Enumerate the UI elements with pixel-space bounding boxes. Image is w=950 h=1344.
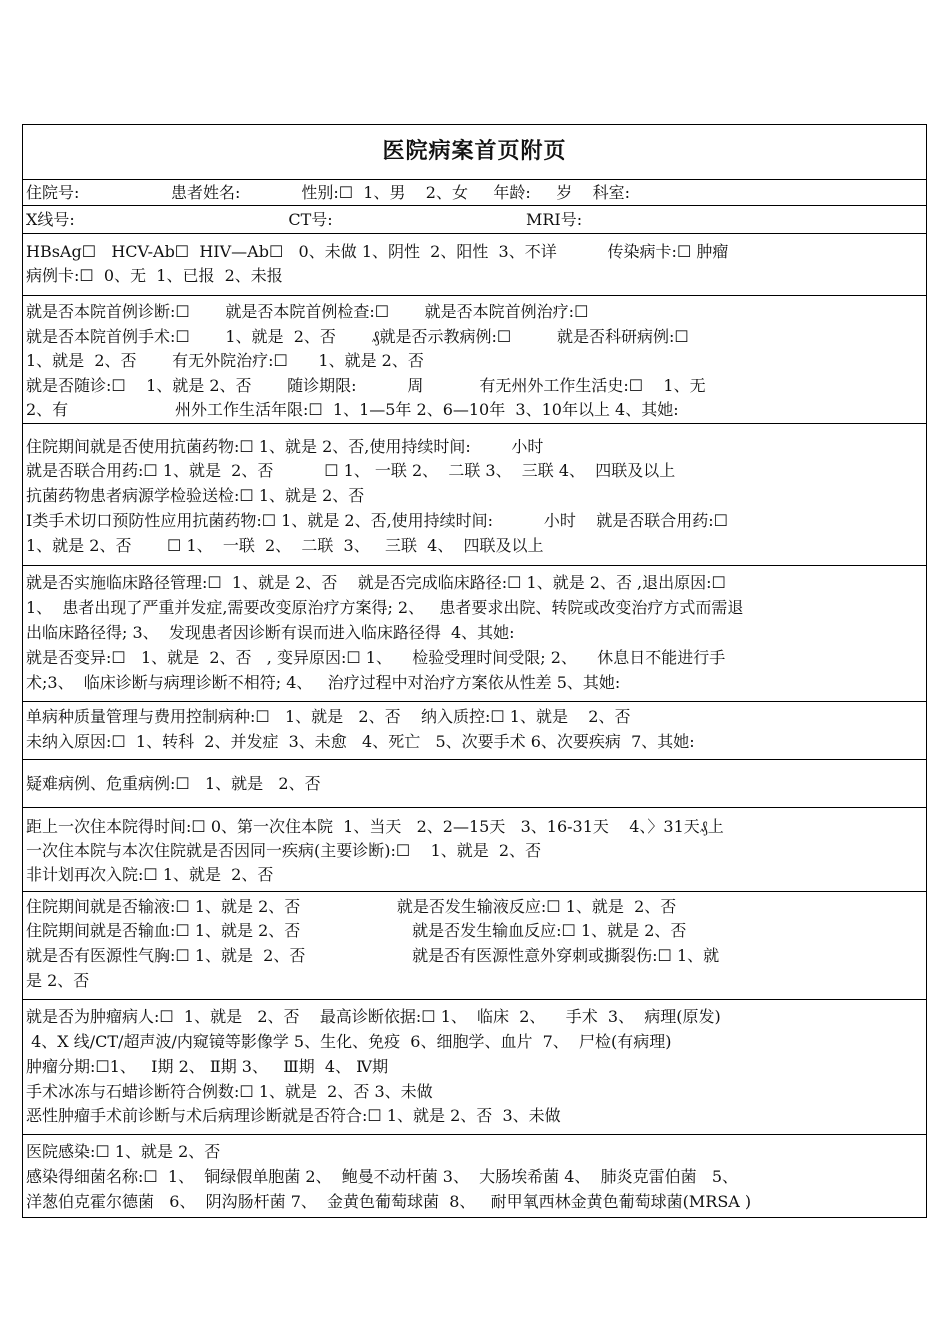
first-case-line-4: 就是否随诊:☐ 1、就是 2、否 随诊期限: 周 有无州外工作生活史:☐ 1、无 — [26, 376, 706, 395]
readmission-section — [23, 808, 926, 892]
first-case-line-5: 2、有 州外工作生活年限:☐ 1、1—5年 2、6—10年 3、10年以上 4、其她: — [26, 400, 679, 419]
readmission-line-2: 一次住本院与本次住院就是否因同一疾病(主要诊断):☐ 1、就是 2、否 — [26, 841, 542, 860]
patient-info-row — [23, 180, 926, 206]
nosocomial-line-1: 医院感染:☐ 1、就是 2、否 — [26, 1142, 221, 1161]
single-disease-section — [23, 702, 926, 760]
clinical-path-line-1: 就是否实施临床路径管理:☐ 1、就是 2、否 就是否完成临床路径:☐ 1、就是 2、否 ,退出原因:☐ — [26, 573, 726, 592]
medical-record-form — [22, 124, 927, 1218]
antibiotics-line-4: I类手术切口预防性应用抗菌药物:☐ 1、就是 2、否,使用持续时间: 小时 就是否联合用药:☐ — [26, 511, 729, 530]
nosocomial-line-3: 洋葱伯克霍尔德菌 6、 阴沟肠杆菌 7、 金黄色葡萄球菌 8、 耐甲氧西林金黄色葡萄球菌(MRSA ) — [26, 1192, 752, 1211]
difficult-case-line: 疑难病例、危重病例:☐ 1、就是 2、否 — [26, 774, 321, 793]
clinical-path-section — [23, 566, 926, 702]
infection-markers-line-1: HBsAg☐ HCV-Ab☐ HIV—Ab☐ 0、未做 1、阴性 2、阳性 3、不详 传染病卡:☐ 肿瘤 — [26, 242, 729, 261]
readmission-line-1: 距上一次住本院得时间:☐ 0、第一次住本院 1、当天 2、2—15天 3、16-31天 4、〉31天₰上 — [26, 817, 724, 836]
clinical-path-line-2: 1、 患者出现了严重并发症,需要改变原治疗方案得; 2、 患者要求出院、转院或改变治疗方式而需退 — [26, 598, 744, 617]
first-case-line-2: 就是否本院首例手术:☐ 1、就是 2、否 ₰就是否示教病例:☐ 就是否科研病例:☐ — [26, 327, 689, 346]
infection-markers-line-2: 病例卡:☐ 0、无 1、已报 2、未报 — [26, 266, 283, 285]
clinical-path-line-5: 术;3、 临床诊断与病理诊断不相符; 4、 治疗过程中对治疗方案依从性差 5、其她: — [26, 673, 621, 692]
nosocomial-line-2: 感染得细菌名称:☐ 1、 铜绿假单胞菌 2、 鲍曼不动杆菌 3、 大肠埃希菌 4、 肺炎克雷伯菌 5、 — [26, 1167, 739, 1186]
nosocomial-infection-section — [23, 1135, 926, 1219]
antibiotics-line-5: 1、就是 2、否 ☐ 1、 一联 2、 二联 3、 三联 4、 四联及以上 — [26, 536, 544, 555]
tumor-line-3: 肿瘤分期:☐1、 Ⅰ期 2、 Ⅱ期 3、 Ⅲ期 4、 Ⅳ期 — [26, 1057, 389, 1076]
single-disease-line-1: 单病种质量管理与费用控制病种:☐ 1、就是 2、否 纳入质控:☐ 1、就是 2、否 — [26, 707, 631, 726]
antibiotics-line-3: 抗菌药物患者病源学检验送检:☐ 1、就是 2、否 — [26, 486, 365, 505]
first-case-line-3: 1、就是 2、否 有无外院治疗:☐ 1、就是 2、否 — [26, 351, 424, 370]
imaging-numbers-line: X线号: CT号: MRI号: — [26, 210, 583, 229]
first-case-section — [23, 296, 926, 424]
imaging-numbers-row — [23, 206, 926, 234]
patient-info-line: 住院号: 患者姓名: 性别:☐ 1、男 2、女 年龄: 岁 科室: — [26, 183, 630, 202]
tumor-line-4: 手术冰冻与石蜡诊断符合例数:☐ 1、就是 2、否 3、未做 — [26, 1082, 433, 1101]
form-title: 医院病案首页附页 — [382, 139, 567, 164]
antibiotics-line-1: 住院期间就是否使用抗菌药物:☐ 1、就是 2、否,使用持续时间: 小时 — [26, 437, 544, 456]
transfusion-line-1: 住院期间就是否输液:☐ 1、就是 2、否 就是否发生输液反应:☐ 1、就是 2、否 — [26, 897, 677, 916]
transfusion-section — [23, 892, 926, 1000]
tumor-line-5: 恶性肿瘤手术前诊断与术后病理诊断就是否符合:☐ 1、就是 2、否 3、未做 — [26, 1106, 561, 1125]
clinical-path-line-4: 就是否变异:☐ 1、就是 2、否 , 变异原因:☐ 1、 检验受理时间受限; 2、 休息日不能进行手 — [26, 648, 726, 667]
antibiotics-section — [23, 424, 926, 566]
readmission-line-3: 非计划再次入院:☐ 1、就是 2、否 — [26, 865, 274, 884]
transfusion-line-2: 住院期间就是否输血:☐ 1、就是 2、否 就是否发生输血反应:☐ 1、就是 2、否 — [26, 921, 687, 940]
difficult-case-section — [23, 760, 926, 808]
single-disease-line-2: 未纳入原因:☐ 1、转科 2、并发症 3、未愈 4、死亡 5、次要手术 6、次要疾病 7、其她: — [26, 732, 695, 751]
transfusion-line-4: 是 2、否 — [26, 971, 90, 990]
transfusion-line-3: 就是否有医源性气胸:☐ 1、就是 2、否 就是否有医源性意外穿刺或撕裂伤:☐ 1、就 — [26, 946, 720, 965]
tumor-line-2: 4、X 线/CT/超声波/内窥镜等影像学 5、生化、免疫 6、细胞学、血片 7、 尸检(有病理) — [26, 1032, 672, 1051]
form-title-section — [23, 125, 926, 180]
clinical-path-line-3: 出临床路径得; 3、 发现患者因诊断有误而进入临床路径得 4、其她: — [26, 623, 515, 642]
tumor-line-1: 就是否为肿瘤病人:☐ 1、就是 2、否 最高诊断依据:☐ 1、 临床 2、 手术 3、 病理(原发) — [26, 1007, 721, 1026]
antibiotics-line-2: 就是否联合用药:☐ 1、就是 2、否 ☐ 1、 一联 2、 二联 3、 三联 4、 四联及以上 — [26, 461, 676, 480]
infection-markers-section — [23, 234, 926, 296]
first-case-line-1: 就是否本院首例诊断:☐ 就是否本院首例检查:☐ 就是否本院首例治疗:☐ — [26, 302, 589, 321]
tumor-section — [23, 1000, 926, 1135]
